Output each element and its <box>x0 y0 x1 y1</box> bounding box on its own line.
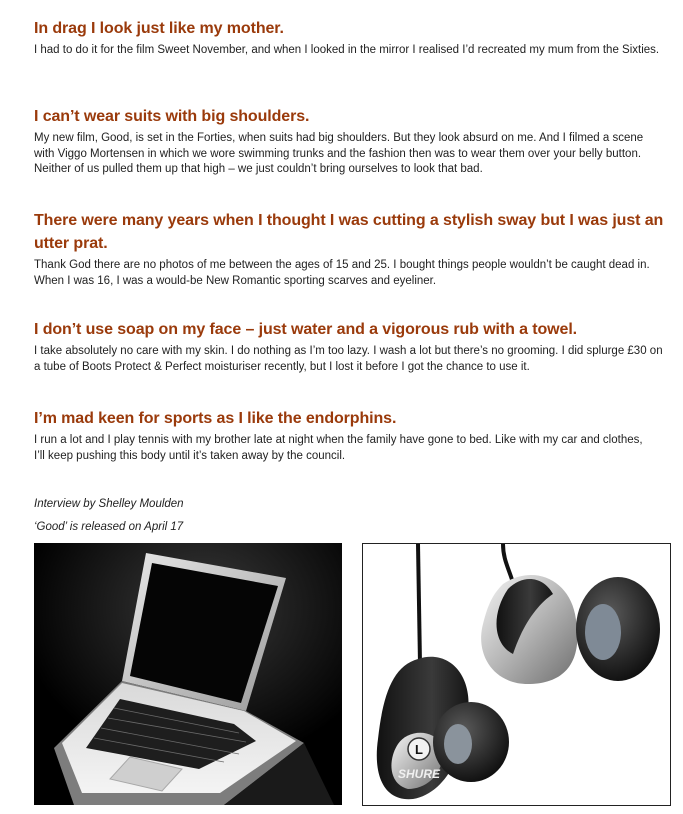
interview-credit: Interview by Shelley Moulden <box>34 498 184 510</box>
section-text: I run a lot and I play tennis with my brother late at night when the family have gone to bed. Like with my car and clothes, I’ll keep pushing this body until it’s taken away by the council. <box>34 434 643 462</box>
section-text: I had to do it for the film Sweet November, and when I looked in the mirror I realised I’d recreated my mum from the Sixties. <box>34 44 660 56</box>
release-note: ‘Good’ is released on April 17 <box>34 521 184 533</box>
earphones-illustration <box>363 544 670 805</box>
side-marker-text: L <box>415 742 423 757</box>
earphones-photo <box>362 543 671 806</box>
qa-section-4 <box>34 318 674 375</box>
qa-section-1 <box>34 17 674 59</box>
qa-section-2 <box>34 105 664 178</box>
qa-section-5 <box>34 407 674 464</box>
laptop-illustration <box>34 543 342 805</box>
section-heading: I don’t use soap on my face – just water and a vigorous rub with a towel. <box>34 321 578 338</box>
section-heading: There were many years when I thought I was cutting a stylish sway but I was just an utter prat. <box>34 212 664 252</box>
section-heading: In drag I look just like my mother. <box>34 20 284 37</box>
laptop-photo <box>34 543 342 805</box>
section-text: Thank God there are no photos of me between the ages of 15 and 25. I bought things people wouldn’t be caught dead in. When I was 16, I was a would-be New Romantic sporting scarves and eyeliner. <box>34 259 650 287</box>
qa-section-3 <box>34 209 674 289</box>
brand-logo-text: SHURE <box>397 767 441 781</box>
section-heading: I can’t wear suits with big shoulders. <box>34 108 310 125</box>
section-text: My new film, Good, is set in the Forties, when suits had big shoulders. But they look absurd on me. And I filmed a scene with Viggo Mortensen in which we wore swimming trunks and the fashion then was to wear them over your belly button. Neither of us pulled them up that high – we just couldn’t bring ourselves to look that bad. <box>34 132 644 175</box>
section-heading: I’m mad keen for sports as I like the endorphins. <box>34 410 397 427</box>
section-text: I take absolutely no care with my skin. I do nothing as I’m too lazy. I wash a lot but there’s no grooming. I did splurge £30 on a tube of Boots Protect & Perfect moisturiser recently, but I lost it before I got the chance to use it. <box>34 345 663 373</box>
